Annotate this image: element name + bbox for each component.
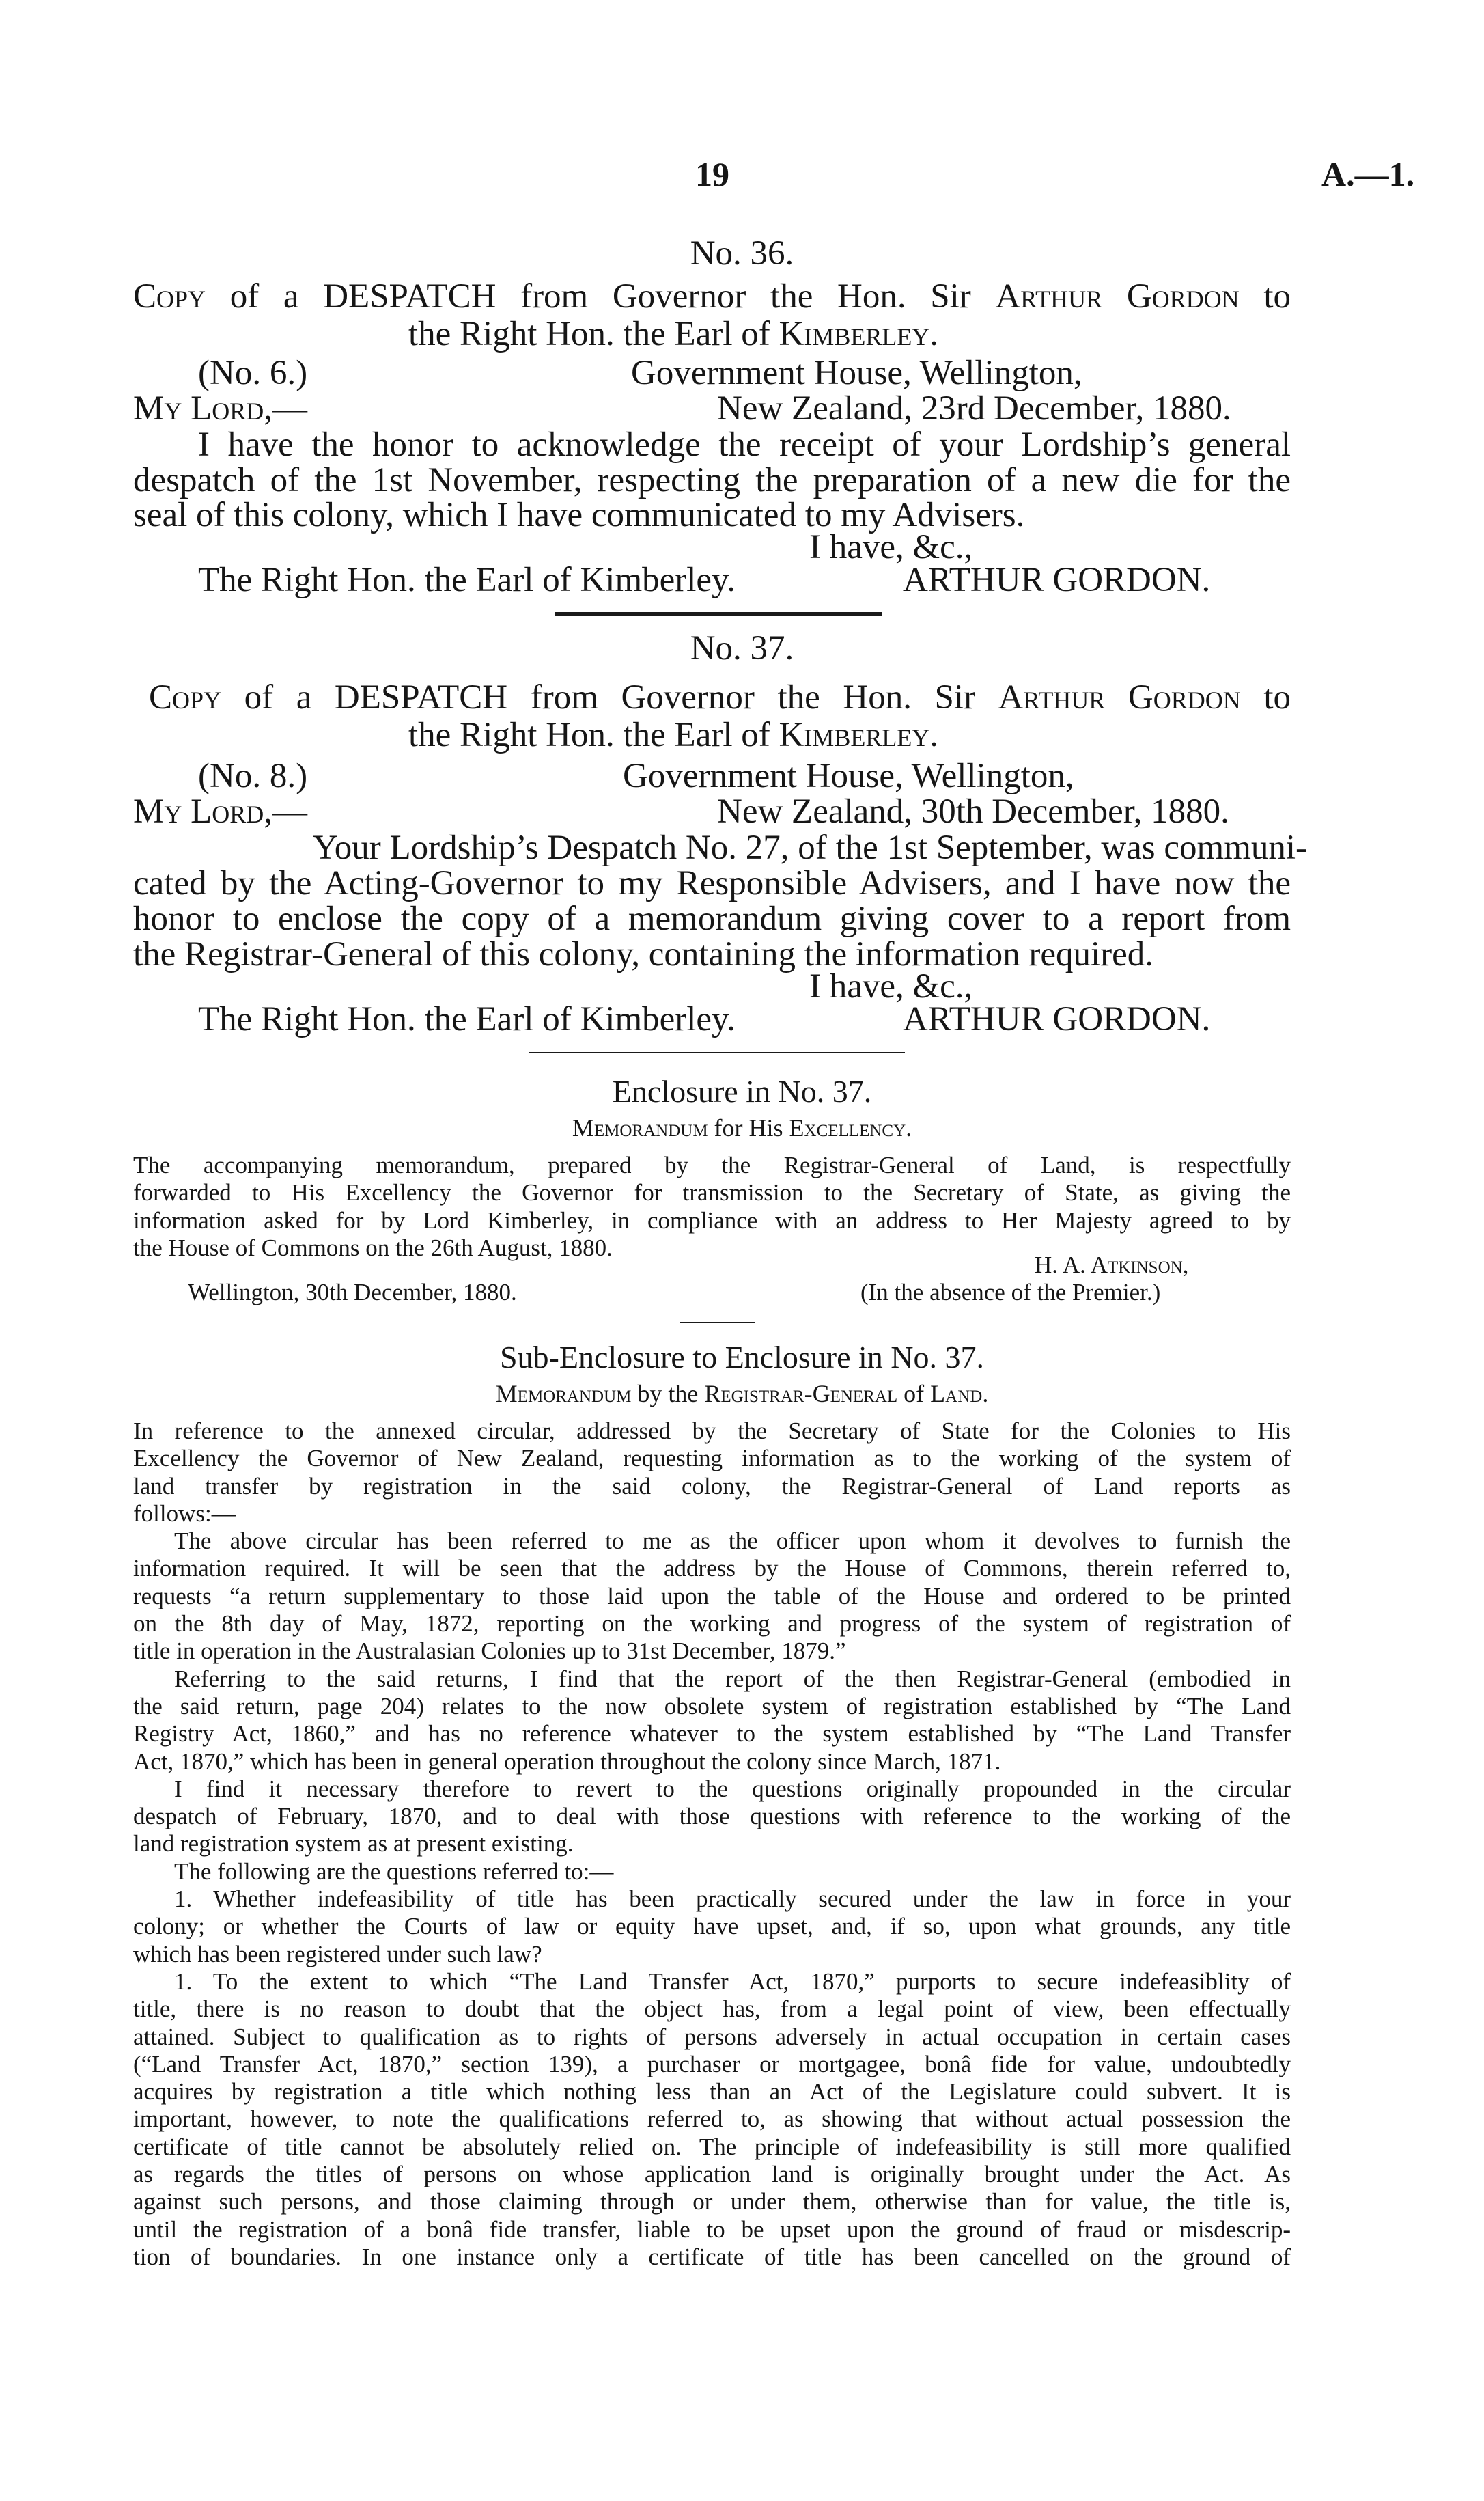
body-line: seal of this colony, which I have communicated to my Advisers. bbox=[133, 496, 1025, 534]
title-to: to bbox=[1263, 277, 1291, 316]
text-line: attained. Subject to qualification as to rights of persons adversely in actual occupation in certain cases bbox=[133, 2023, 1291, 2050]
text-line: land registration system as at present existing. bbox=[133, 1830, 574, 1857]
despatch-reference: (No. 6.) bbox=[198, 354, 308, 392]
title-word: Copy bbox=[149, 678, 222, 717]
signatory-capacity: (In the absence of the Premier.) bbox=[860, 1279, 1161, 1305]
paragraph bbox=[133, 1858, 1291, 1885]
text-line: colony; or whether the Courts of law or equity have upset, and, if so, upon what grounds, any title bbox=[133, 1913, 1291, 1940]
memo-recipient: Excellency. bbox=[789, 1114, 912, 1142]
text-line: title, there is no reason to doubt that the object has, from a legal point of view, been effectually bbox=[133, 1995, 1291, 2023]
text-line: The accompanying memorandum, prepared by the Registrar-General of Land, is respectfully bbox=[133, 1152, 1291, 1178]
memo-of: of bbox=[904, 1380, 925, 1407]
text-line: In reference to the annexed circular, addressed by the Secretary of State for the Colonies to His bbox=[133, 1418, 1291, 1444]
despatch-title-line-2 bbox=[408, 714, 938, 756]
text-line: The above circular has been referred to me as the officer upon whom it devolves to furnish the bbox=[174, 1528, 1291, 1555]
addressee: The Right Hon. the Earl of Kimberley. bbox=[198, 561, 736, 599]
text-line: against such persons, and those claiming through or under them, otherwise than for value, the title is, bbox=[133, 2188, 1291, 2215]
text-line: (“Land Transfer Act, 1870,” section 139), a purchaser or mortgagee, bonâ fide for value, undoubtedly bbox=[133, 2050, 1291, 2077]
body-line: cated by the Acting-Governor to my Responsible Advisers, and I have now the bbox=[133, 864, 1291, 902]
signatory: H. A. Atkinson, bbox=[1035, 1252, 1189, 1278]
despatch-title-line-1 bbox=[133, 275, 1291, 318]
text-line: Referring to the said returns, I find that the report of the then Registrar-General (embodied in bbox=[174, 1665, 1291, 1692]
paragraph bbox=[133, 1418, 1291, 1528]
enclosure-heading: Enclosure in No. 37. bbox=[612, 1074, 872, 1109]
text-line: information required. It will be seen that the address by the House of Commons, therein referred to, bbox=[133, 1555, 1291, 1582]
text-line: on the 8th day of May, 1872, reporting on the working and progress of the system of registration of bbox=[133, 1610, 1291, 1638]
text-line: which has been registered under such law? bbox=[133, 1940, 542, 1967]
signature: ARTHUR GORDON. bbox=[903, 561, 1211, 599]
recipient-name: Kimberley. bbox=[779, 315, 939, 353]
text-line: The following are the questions referred to:— bbox=[174, 1857, 614, 1885]
memo-for: for His bbox=[714, 1114, 783, 1142]
text-line: acquires by registration a title which nothing less than an Act of the Legislature could subvert. It is bbox=[133, 2078, 1291, 2105]
text-line: the House of Commons on the 26th August, 1880. bbox=[133, 1234, 613, 1261]
text-line: Act, 1870,” which has been in general operation throughout the colony since March, 1871. bbox=[133, 1747, 1001, 1775]
title-text: the Right Hon. the Earl of bbox=[408, 716, 770, 754]
text-line: 1. Whether indefeasibility of title has been practically secured under the law in force in your bbox=[174, 1885, 1291, 1913]
text-line: I find it necessary therefore to revert to the questions originally propounded in the circular bbox=[174, 1775, 1291, 1802]
memo-by: by the bbox=[637, 1380, 699, 1407]
body-line: despatch of the 1st November, respecting the preparation of a new die for the bbox=[133, 461, 1291, 499]
report-body bbox=[133, 1418, 1291, 2271]
memo-author: Registrar-General bbox=[704, 1380, 898, 1407]
despatch-title-line-1 bbox=[149, 676, 1291, 719]
sub-enclosure-heading: Sub-Enclosure to Enclosure in No. 37. bbox=[499, 1340, 985, 1374]
despatch-number: No. 36. bbox=[690, 234, 794, 273]
text-line: despatch of February, 1870, and to deal with those questions with reference to the working of the bbox=[133, 1803, 1291, 1830]
despatch-number: No. 37. bbox=[690, 629, 794, 667]
text-line: information asked for by Lord Kimberley, in compliance with an address to Her Majesty agreed to by bbox=[133, 1206, 1291, 1234]
body-line: I have the honor to acknowledge the receipt of your Lordship’s general bbox=[198, 426, 1291, 464]
memorandum-title bbox=[0, 1379, 1484, 1408]
title-text: of a DESPATCH from Governor the Hon. Sir bbox=[244, 678, 976, 717]
recipient-name: Kimberley. bbox=[779, 716, 939, 754]
sender-name: Arthur Gordon bbox=[995, 277, 1240, 316]
page-number: 19 bbox=[695, 155, 729, 193]
paragraph bbox=[133, 1885, 1291, 1968]
text-line: until the registration of a bonâ fide transfer, liable to be upset upon the ground of fraud or misdescrip- bbox=[133, 2215, 1291, 2243]
paper-reference: A.—1. bbox=[1321, 155, 1415, 193]
text-line: as regards the titles of persons on whose application land is originally brought under the Act. As bbox=[133, 2161, 1291, 2188]
title-word: Copy bbox=[133, 277, 206, 316]
paragraph bbox=[133, 1968, 1291, 2271]
title-text: the Right Hon. the Earl of bbox=[408, 315, 770, 353]
signature: ARTHUR GORDON. bbox=[903, 1000, 1211, 1038]
memorandum-paragraph bbox=[133, 1152, 1291, 1262]
separator-rule bbox=[680, 1322, 755, 1323]
salutation: My Lord,— bbox=[133, 792, 308, 831]
place-date: Wellington, 30th December, 1880. bbox=[188, 1279, 517, 1305]
memo-word: Memorandum bbox=[495, 1380, 632, 1407]
despatch-title-line-2 bbox=[408, 313, 938, 355]
separator-rule bbox=[555, 612, 882, 616]
salutation: My Lord,— bbox=[133, 389, 308, 428]
text-line: requests “a return supplementary to those laid upon the table of the House and ordered to be printed bbox=[133, 1582, 1291, 1609]
memorandum-title bbox=[0, 1114, 1484, 1142]
body-line: the Registrar-General of this colony, containing the information required. bbox=[133, 935, 1154, 973]
text-line: land transfer by registration in the said colony, the Registrar-General of Land reports as bbox=[133, 1472, 1291, 1500]
sender-name: Arthur Gordon bbox=[998, 678, 1241, 717]
text-line: forwarded to His Excellency the Governor for transmission to the Secretary of State, as giving the bbox=[133, 1179, 1291, 1206]
paragraph bbox=[133, 1775, 1291, 1858]
title-text: of a DESPATCH from Governor the Hon. Sir bbox=[229, 277, 971, 316]
body-line: honor to enclose the copy of a memorandum giving cover to a report from bbox=[133, 900, 1291, 938]
text-line: 1. To the extent to which “The Land Transfer Act, 1870,” purports to secure indefeasiblity of bbox=[174, 1967, 1291, 1995]
despatch-place: Government House, Wellington, bbox=[631, 354, 1082, 392]
closing: I have, &c., bbox=[809, 967, 973, 1006]
text-line: title in operation in the Australasian Colonies up to 31st December, 1879.” bbox=[133, 1638, 846, 1665]
paragraph bbox=[133, 1666, 1291, 1775]
addressee: The Right Hon. the Earl of Kimberley. bbox=[198, 1000, 736, 1038]
despatch-place: Government House, Wellington, bbox=[623, 757, 1074, 795]
text-line: certificate of title cannot be absolutely relied on. The principle of indefeasibility is still more qualified bbox=[133, 2133, 1291, 2160]
despatch-date: New Zealand, 23rd December, 1880. bbox=[717, 389, 1231, 428]
text-line: Registry Act, 1860,” and has no reference whatever to the system established by “The Land Transfer bbox=[133, 1720, 1291, 1747]
despatch-reference: (No. 8.) bbox=[198, 757, 308, 795]
body-line: Your Lordship’s Despatch No. 27, of the 1st September, was communi- bbox=[313, 829, 1308, 867]
text-line: the said return, page 204) relates to the now obsolete system of registration established by “The Land bbox=[133, 1692, 1291, 1719]
despatch-date: New Zealand, 30th December, 1880. bbox=[717, 792, 1229, 831]
title-to: to bbox=[1263, 678, 1291, 717]
text-line: tion of boundaries. In one instance only a certificate of title has been cancelled on the ground of bbox=[133, 2243, 1291, 2270]
memo-subject: Land. bbox=[930, 1380, 989, 1407]
text-line: important, however, to note the qualifications referred to, as showing that without actual possession the bbox=[133, 2105, 1291, 2133]
closing: I have, &c., bbox=[809, 528, 973, 566]
text-line: Excellency the Governor of New Zealand, requesting information as to the working of the system of bbox=[133, 1445, 1291, 1472]
memo-word: Memorandum bbox=[572, 1114, 708, 1142]
paragraph bbox=[133, 1528, 1291, 1665]
text-line: follows:— bbox=[133, 1500, 236, 1527]
separator-rule bbox=[529, 1052, 905, 1053]
